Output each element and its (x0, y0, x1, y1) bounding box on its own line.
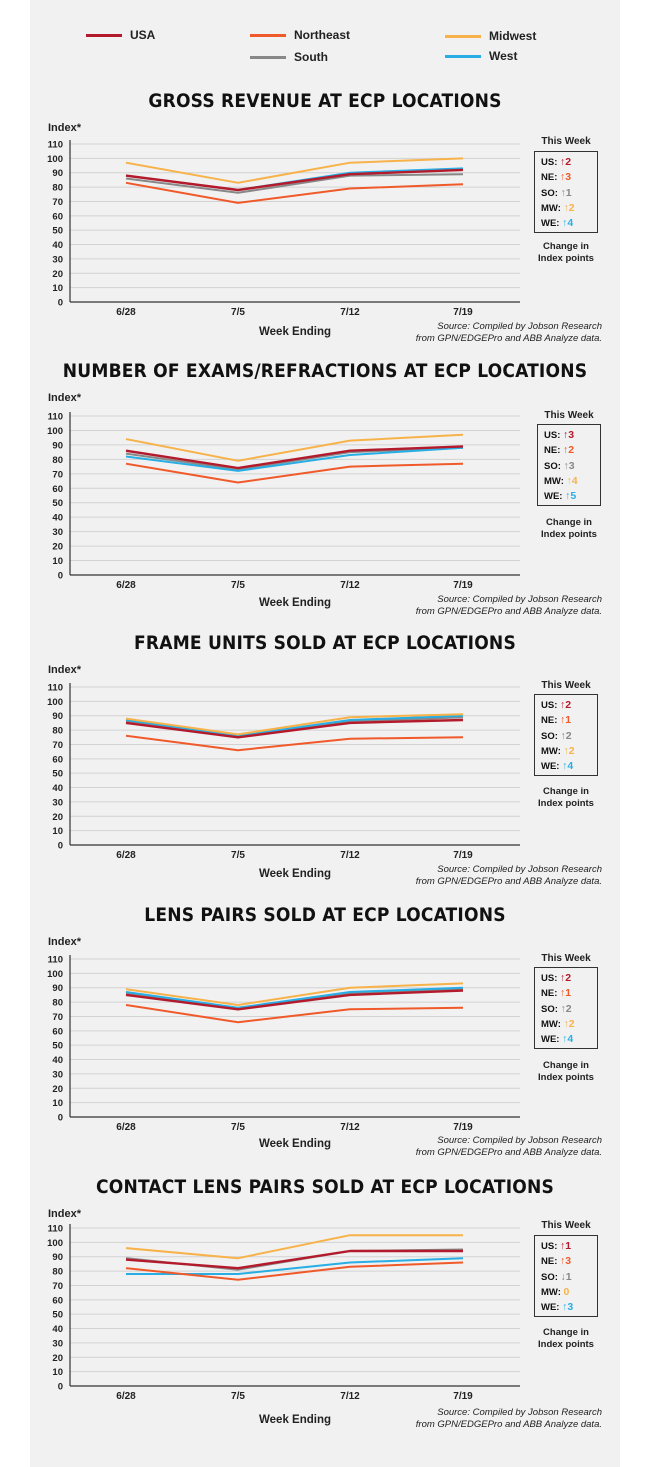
index-label: Index* (48, 122, 82, 134)
chart-title: GROSS REVENUE AT ECP LOCATIONS (148, 90, 502, 112)
chart-gross-revenue (0, 90, 650, 362)
chart-title: LENS PAIRS SOLD AT ECP LOCATIONS (144, 904, 506, 926)
y-tick-label: 60 (52, 1295, 63, 1307)
series-line-south (126, 174, 463, 193)
source-line-1: Source: Compiled by Jobson Research (437, 864, 602, 875)
chart-frame-units (0, 632, 650, 904)
this-week-row (541, 744, 597, 759)
this-week-heading: This Week (541, 680, 591, 691)
legend-item-west (445, 49, 517, 63)
source-note (416, 1135, 602, 1159)
chart-title: CONTACT LENS PAIRS SOLD AT ECP LOCATIONS (96, 1176, 554, 1198)
y-tick-label: 90 (52, 440, 63, 452)
y-tick-label: 80 (52, 1266, 63, 1278)
y-tick-label: 60 (52, 483, 63, 495)
arrow-up-icon: ↑2 (563, 1017, 575, 1030)
source-note (416, 864, 602, 888)
y-tick-label: 10 (52, 283, 63, 295)
legend-swatch-usa (86, 34, 122, 37)
y-tick-label: 70 (52, 196, 63, 208)
x-tick-label: 7/12 (340, 307, 360, 318)
index-label: Index* (48, 392, 82, 404)
x-tick-label: 7/5 (231, 1391, 245, 1402)
region-code: US: (544, 430, 563, 441)
y-tick-label: 20 (52, 1083, 63, 1095)
this-week-row (541, 1254, 597, 1269)
source-note (416, 321, 602, 345)
change-caption (526, 241, 606, 265)
arrow-up-icon: ↑4 (562, 217, 574, 230)
x-tick-label: 7/12 (340, 1122, 360, 1133)
x-tick-label: 7/5 (231, 1122, 245, 1133)
this-week-heading: This Week (541, 1220, 591, 1231)
y-tick-label: 110 (47, 954, 63, 966)
this-week-row (541, 986, 597, 1001)
chart-title: NUMBER OF EXAMS/REFRACTIONS AT ECP LOCATIONS (62, 360, 588, 382)
arrow-up-icon: ↑3 (563, 459, 575, 472)
y-tick-label: 30 (52, 797, 63, 809)
y-tick-label: 100 (47, 1237, 63, 1249)
source-line-1: Source: Compiled by Jobson Research (437, 1135, 602, 1146)
y-tick-label: 40 (52, 1055, 63, 1067)
change-caption-line-2: Index points (538, 1072, 594, 1083)
region-code: NE: (541, 715, 560, 727)
y-tick-label: 90 (52, 1252, 63, 1264)
change-caption (526, 1060, 606, 1084)
y-tick-label: 20 (52, 1352, 63, 1364)
y-tick-label: 50 (52, 1040, 63, 1052)
this-week-row (541, 1285, 597, 1300)
arrow-up-icon: ↑3 (563, 429, 575, 441)
this-week-heading: This Week (541, 136, 591, 147)
chart-contact-lens-pairs (0, 1176, 650, 1448)
change-caption-line-1: Change in (543, 241, 589, 252)
change-caption-line-1: Change in (543, 1060, 589, 1071)
region-code: US: (541, 1241, 560, 1252)
source-note (416, 1407, 602, 1431)
y-tick-label: 40 (52, 783, 63, 795)
this-week-heading: This Week (541, 953, 591, 964)
y-tick-label: 0 (57, 1112, 63, 1124)
region-code: SO: (541, 187, 561, 199)
this-week-row (541, 1270, 597, 1285)
y-tick-label: 50 (52, 768, 63, 780)
source-line-1: Source: Compiled by Jobson Research (437, 321, 602, 332)
change-caption-line-2: Index points (538, 253, 594, 264)
this-week-row (544, 474, 600, 489)
arrow-down-icon: ↓1 (560, 1270, 572, 1283)
arrow-up-icon: ↑2 (563, 444, 575, 457)
x-tick-label: 7/5 (231, 307, 245, 318)
y-tick-label: 50 (52, 225, 63, 237)
y-tick-label: 40 (52, 1324, 63, 1336)
index-label: Index* (48, 664, 82, 676)
series-line-midwest (126, 1235, 463, 1258)
y-tick-label: 90 (52, 711, 63, 723)
arrow-up-icon: ↑5 (565, 490, 577, 503)
region-code: NE: (541, 172, 560, 184)
arrow-up-icon: ↑4 (566, 474, 578, 487)
this-week-box (534, 151, 598, 233)
arrow-up-icon: ↑1 (560, 1240, 572, 1252)
region-code: US: (541, 973, 560, 984)
x-tick-label: 7/19 (453, 1391, 473, 1402)
legend (0, 0, 650, 75)
region-code: MW: (541, 1018, 564, 1030)
arrow-up-icon: ↑3 (560, 1255, 572, 1268)
y-tick-label: 0 (57, 570, 63, 582)
this-week-row (541, 155, 597, 170)
y-tick-label: 70 (52, 1280, 63, 1292)
region-code: MW: (541, 745, 564, 757)
y-tick-label: 20 (52, 268, 63, 280)
change-value: 0 (563, 1285, 570, 1298)
y-tick-label: 10 (52, 1367, 63, 1379)
region-code: WE: (541, 1302, 563, 1314)
change-caption (526, 786, 606, 810)
x-tick-label: 7/19 (453, 850, 473, 861)
y-tick-label: 90 (52, 168, 63, 180)
y-tick-label: 110 (47, 682, 63, 694)
region-code: WE: (541, 218, 563, 230)
y-tick-label: 20 (52, 541, 63, 553)
this-week-row (541, 713, 597, 728)
region-code: US: (541, 700, 560, 711)
chart-lens-pairs (0, 904, 650, 1176)
chart-exams-refractions (0, 360, 650, 632)
x-tick-label: 7/19 (453, 1122, 473, 1133)
y-tick-label: 30 (52, 1069, 63, 1081)
region-code: MW: (541, 1286, 564, 1298)
legend-swatch-midwest (445, 35, 481, 38)
y-tick-label: 50 (52, 498, 63, 510)
legend-item-usa (86, 28, 155, 42)
x-tick-label: 7/5 (231, 850, 245, 861)
this-week-row (541, 216, 597, 231)
y-tick-label: 0 (57, 297, 63, 309)
y-tick-label: 110 (47, 411, 63, 423)
change-caption-line-1: Change in (543, 1327, 589, 1338)
y-tick-label: 40 (52, 240, 63, 252)
arrow-up-icon: ↑2 (560, 156, 572, 168)
region-code: NE: (541, 1256, 560, 1268)
series-line-northeast (126, 736, 463, 750)
y-tick-label: 10 (52, 556, 63, 568)
arrow-up-icon: ↑2 (560, 729, 572, 742)
y-tick-label: 0 (57, 1381, 63, 1393)
x-axis-label: Week Ending (259, 597, 331, 609)
y-tick-label: 110 (47, 139, 63, 151)
region-code: MW: (541, 202, 564, 214)
change-caption-line-1: Change in (543, 786, 589, 797)
legend-label-south: South (294, 50, 328, 64)
this-week-row (541, 201, 597, 216)
region-code: NE: (544, 445, 563, 457)
source-note (416, 594, 602, 618)
x-tick-label: 6/28 (116, 1122, 136, 1133)
this-week-row (541, 1300, 597, 1315)
x-axis-label: Week Ending (259, 1414, 331, 1426)
chart-title: FRAME UNITS SOLD AT ECP LOCATIONS (134, 632, 516, 654)
this-week-row (541, 1002, 597, 1017)
series-line-northeast (126, 464, 463, 483)
x-tick-label: 6/28 (116, 580, 136, 591)
arrow-up-icon: ↑2 (560, 699, 572, 711)
y-tick-label: 80 (52, 725, 63, 737)
arrow-up-icon: ↑2 (560, 1002, 572, 1015)
arrow-up-icon: ↑1 (560, 186, 572, 199)
region-code: WE: (544, 491, 566, 503)
legend-item-northeast (250, 28, 350, 42)
arrow-up-icon: ↑4 (562, 1033, 574, 1046)
region-code: SO: (544, 460, 564, 472)
legend-swatch-west (445, 55, 481, 58)
index-label: Index* (48, 936, 82, 948)
region-code: NE: (541, 988, 560, 1000)
change-caption-line-2: Index points (538, 1339, 594, 1350)
region-code: US: (541, 157, 560, 168)
source-line-2: from GPN/EDGEPro and ABB Analyze data. (415, 876, 602, 887)
this-week-row (541, 1239, 597, 1254)
x-axis-label: Week Ending (259, 1138, 331, 1150)
y-tick-label: 70 (52, 739, 63, 751)
y-tick-label: 30 (52, 254, 63, 266)
arrow-up-icon: ↑1 (560, 714, 572, 727)
this-week-box (534, 694, 598, 776)
region-code: SO: (541, 730, 561, 742)
y-tick-label: 40 (52, 512, 63, 524)
region-code: SO: (541, 1003, 561, 1015)
change-caption-line-1: Change in (546, 517, 592, 528)
region-code: WE: (541, 1034, 563, 1046)
arrow-up-icon: ↑3 (560, 171, 572, 184)
this-week-row (541, 1017, 597, 1032)
legend-swatch-south (250, 56, 286, 59)
this-week-box (534, 1235, 598, 1317)
y-tick-label: 110 (47, 1223, 63, 1235)
this-week-box (534, 967, 598, 1049)
y-tick-label: 60 (52, 211, 63, 223)
y-tick-label: 80 (52, 454, 63, 466)
y-tick-label: 80 (52, 182, 63, 194)
arrow-up-icon: ↑3 (562, 1301, 574, 1314)
y-tick-label: 60 (52, 1026, 63, 1038)
series-line-northeast (126, 1005, 463, 1022)
source-line-1: Source: Compiled by Jobson Research (437, 594, 602, 605)
x-tick-label: 6/28 (116, 1391, 136, 1402)
y-tick-label: 70 (52, 1011, 63, 1023)
legend-label-usa: USA (130, 28, 156, 42)
change-caption (529, 517, 609, 541)
this-week-row (544, 489, 600, 504)
y-tick-label: 70 (52, 469, 63, 481)
y-tick-label: 30 (52, 1338, 63, 1350)
x-tick-label: 7/19 (453, 307, 473, 318)
x-tick-label: 7/12 (340, 1391, 360, 1402)
legend-item-south (250, 50, 328, 64)
this-week-row (541, 759, 597, 774)
this-week-row (544, 428, 600, 443)
legend-item-midwest (445, 29, 536, 43)
x-axis-label: Week Ending (259, 868, 331, 880)
this-week-box (537, 424, 601, 506)
y-tick-label: 100 (47, 425, 63, 437)
source-line-2: from GPN/EDGEPro and ABB Analyze data. (415, 606, 602, 617)
x-tick-label: 6/28 (116, 307, 136, 318)
x-tick-label: 7/12 (340, 580, 360, 591)
source-line-2: from GPN/EDGEPro and ABB Analyze data. (415, 333, 602, 344)
source-line-2: from GPN/EDGEPro and ABB Analyze data. (415, 1147, 602, 1158)
change-caption-line-2: Index points (541, 529, 597, 540)
legend-label-west: West (489, 49, 518, 63)
legend-label-midwest: Midwest (489, 29, 537, 43)
arrow-up-icon: ↑4 (562, 760, 574, 773)
this-week-row (541, 971, 597, 986)
x-tick-label: 6/28 (116, 850, 136, 861)
y-tick-label: 20 (52, 811, 63, 823)
arrow-up-icon: ↑2 (563, 744, 575, 757)
region-code: MW: (544, 475, 567, 487)
arrow-up-icon: ↑1 (560, 987, 572, 1000)
y-tick-label: 0 (57, 840, 63, 852)
arrow-up-icon: ↑2 (563, 201, 575, 214)
x-tick-label: 7/19 (453, 580, 473, 591)
region-code: WE: (541, 761, 563, 773)
this-week-row (541, 729, 597, 744)
y-tick-label: 60 (52, 754, 63, 766)
y-tick-label: 90 (52, 983, 63, 995)
y-tick-label: 80 (52, 997, 63, 1009)
y-tick-label: 100 (47, 696, 63, 708)
change-caption (526, 1327, 606, 1351)
x-tick-label: 7/5 (231, 580, 245, 591)
this-week-row (544, 443, 600, 458)
y-tick-label: 50 (52, 1309, 63, 1321)
y-tick-label: 100 (47, 153, 63, 165)
this-week-row (541, 170, 597, 185)
this-week-row (544, 459, 600, 474)
y-tick-label: 100 (47, 968, 63, 980)
this-week-row (541, 698, 597, 713)
source-line-2: from GPN/EDGEPro and ABB Analyze data. (415, 1419, 602, 1430)
this-week-row (541, 1032, 597, 1047)
index-label: Index* (48, 1208, 82, 1220)
source-line-1: Source: Compiled by Jobson Research (437, 1407, 602, 1418)
y-tick-label: 10 (52, 826, 63, 838)
x-axis-label: Week Ending (259, 326, 331, 338)
arrow-up-icon: ↑2 (560, 972, 572, 984)
change-caption-line-2: Index points (538, 798, 594, 809)
y-tick-label: 30 (52, 527, 63, 539)
this-week-heading: This Week (544, 410, 594, 421)
region-code: SO: (541, 1271, 561, 1283)
legend-swatch-northeast (250, 34, 286, 37)
y-tick-label: 10 (52, 1098, 63, 1110)
legend-label-northeast: Northeast (294, 28, 351, 42)
this-week-row (541, 186, 597, 201)
x-tick-label: 7/12 (340, 850, 360, 861)
